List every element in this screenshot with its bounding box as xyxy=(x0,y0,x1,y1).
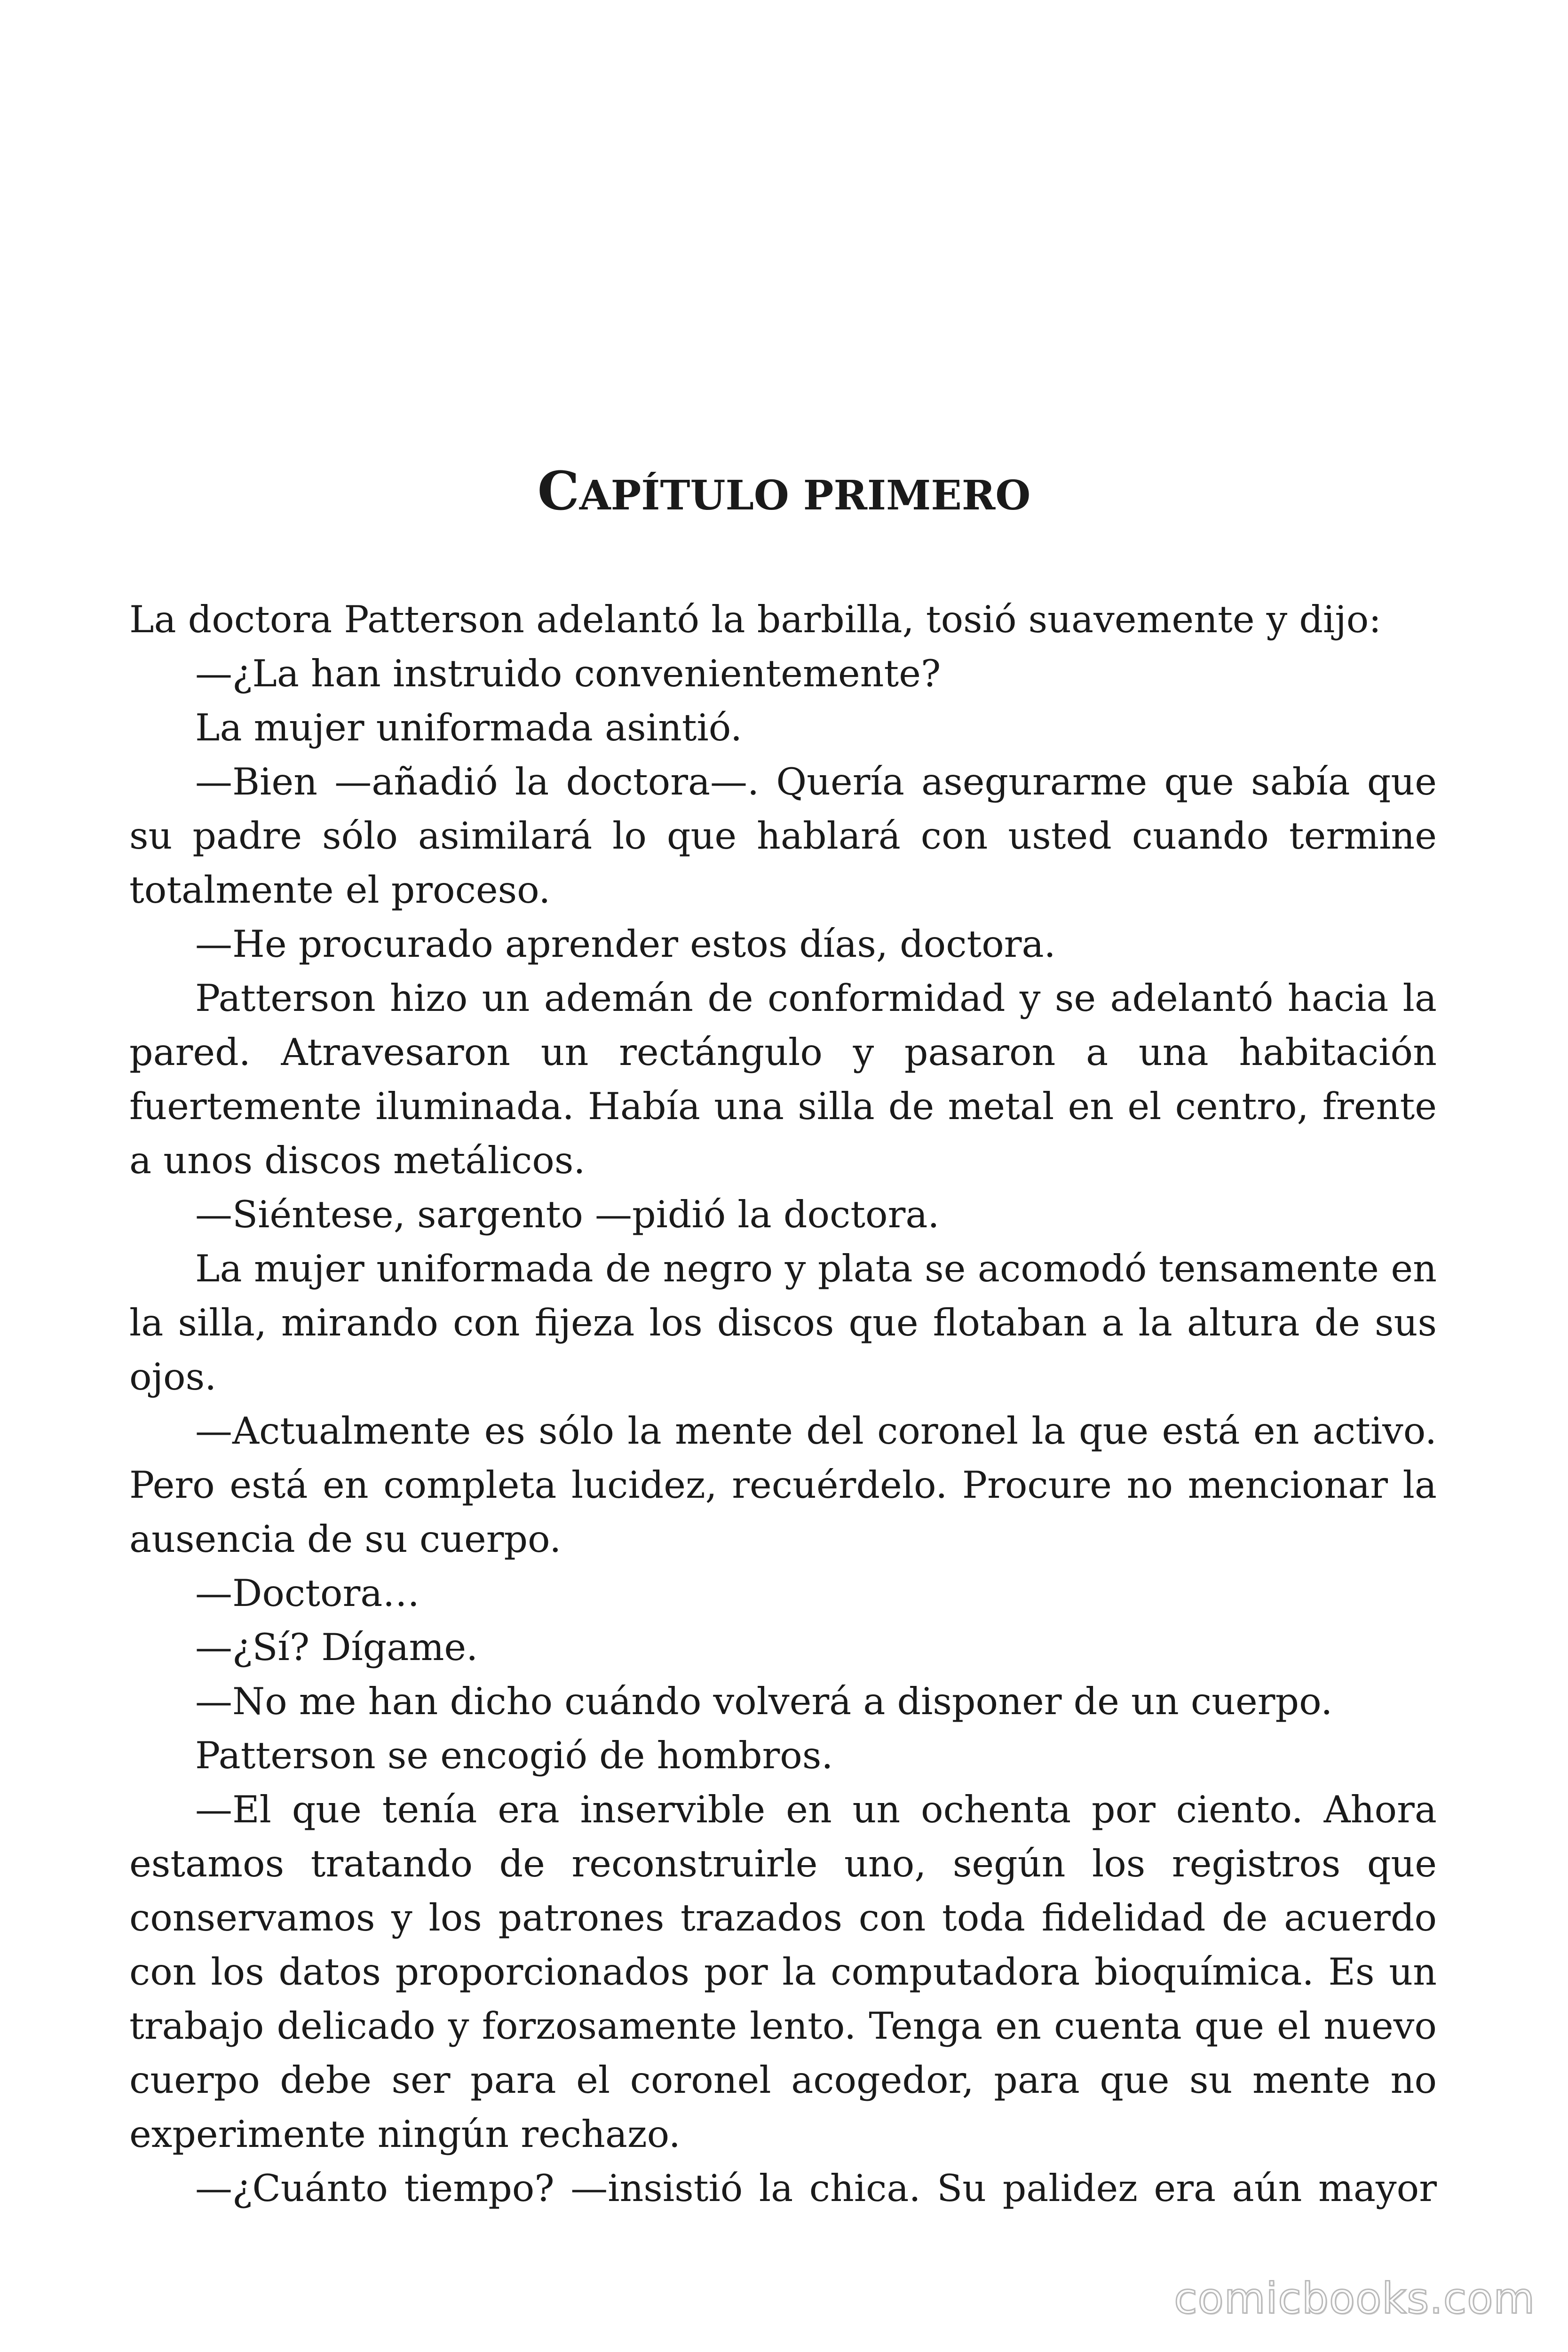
paragraph: La doctora Patterson adelantó la barbilla, tosió suavemente y dijo: xyxy=(129,598,1381,641)
paragraph: —Doctora… xyxy=(195,1572,420,1615)
paragraph: Patterson hizo un ademán de conformidad y se adelantó hacia la pared. Atravesaron un rectángulo y pasaron a una habitación fuertemente iluminada. Había una silla de metal en el centro, frente a unos discos metálicos. xyxy=(129,977,1437,1182)
paragraph: —El que tenía era inservible en un ochenta por ciento. Ahora estamos tratando de reconstruirle uno, según los registros que conservamos y los patrones trazados con toda fidelidad de acuerdo con los datos proporcionados por la computadora bioquímica. Es un trabajo delicado y forzosamente lento. Tenga en cuenta que el nuevo cuerpo debe ser para el coronel acogedor, para que su mente no experimente ningún rechazo. xyxy=(129,1788,1437,2156)
paragraph: —¿Cuánto tiempo? —insistió la chica. Su palidez era aún mayor xyxy=(195,2167,1437,2210)
watermark: comicbooks.com xyxy=(1174,2274,1535,2323)
paragraph: La mujer uniformada de negro y plata se acomodó tensamente en la silla, mirando con fijeza los discos que flotaban a la altura de sus ojos. xyxy=(129,1247,1437,1398)
paragraph: La mujer uniformada asintió. xyxy=(195,706,743,749)
paragraph: —¿Sí? Dígame. xyxy=(195,1626,478,1669)
chapter-title-initial: C xyxy=(537,461,579,522)
paragraph: —He procurado aprender estos días, doctora. xyxy=(195,922,1056,966)
paragraph: —Siéntese, sargento —pidió la doctora. xyxy=(195,1193,940,1236)
paragraph: —Actualmente es sólo la mente del coronel la que está en activo. Pero está en completa lucidez, recuérdelo. Procure no mencionar la ausencia de su cuerpo. xyxy=(129,1409,1437,1561)
paragraph: Patterson se encogió de hombros. xyxy=(195,1734,833,1777)
chapter-title-rest: APÍTULO PRIMERO xyxy=(579,472,1031,519)
paragraph: —¿La han instruido convenientemente? xyxy=(195,652,941,695)
chapter-title xyxy=(0,459,1568,529)
chapter-body xyxy=(129,593,1437,2216)
paragraph: —Bien —añadió la doctora—. Quería asegurarme que sabía que su padre sólo asimilará lo que hablará con usted cuando termine totalmente el proceso. xyxy=(129,760,1437,912)
paragraph: —No me han dicho cuándo volverá a disponer de un cuerpo. xyxy=(195,1680,1333,1723)
